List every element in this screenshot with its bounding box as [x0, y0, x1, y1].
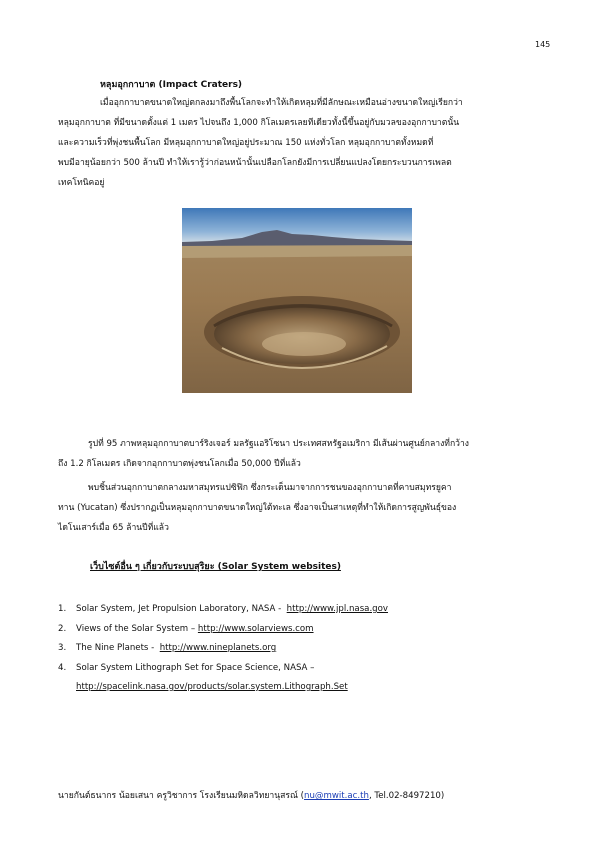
- section-heading: หลุมอุกกาบาต (Impact Craters): [100, 80, 243, 90]
- crater-paragraph: [58, 93, 558, 193]
- spacelink-link[interactable]: http://spacelink.nasa.gov/products/solar.system.Lithograph.Set: [76, 682, 348, 692]
- solarviews-link[interactable]: http://www.solarviews.com: [197, 623, 314, 634]
- item-text: Solar System, Jet Propulsion Laboratory, NASA -: [76, 604, 282, 614]
- figure-caption: [58, 434, 558, 474]
- item-number: 4.: [58, 662, 67, 673]
- item-number: 3.: [58, 643, 67, 653]
- item-text: Views of the Solar System –: [76, 623, 196, 634]
- footer-tel: , Tel.02-8497210): [368, 791, 445, 801]
- website-list: [58, 600, 578, 698]
- paragraph-line: พบมีอายุน้อยกว่า 500 ล้านปี ทำให้เรารู้ว่าก่อนหน้านั้นเปลือกโลกยังมีการเปลี่ยนแปลงโดยกระบวนการเพลต: [58, 158, 452, 168]
- meteor-crater-photo: [182, 208, 412, 393]
- page-footer: [58, 788, 444, 802]
- list-item: [58, 620, 578, 640]
- nineplanets-link[interactable]: http://www.nineplanets.org: [159, 643, 277, 653]
- websites-heading: เว็บไซต์อื่น ๆ เกี่ยวกับระบบสุริยะ (Solar System websites): [90, 562, 341, 572]
- paragraph-line: เมื่ออุกกาบาตขนาดใหญ่ตกลงมาถึงพื้นโลกจะทำให้เกิดหลุมที่มีลักษณะเหมือนอ่างขนาดใหญ่เรียกว่า: [100, 98, 463, 108]
- jpl-link[interactable]: http://www.jpl.nasa.gov: [286, 604, 388, 614]
- paragraph-line: เทคโทนิคอยู่: [58, 178, 105, 188]
- item-text: Solar System Lithograph Set for Space Science, NASA –: [76, 662, 315, 673]
- list-item: [58, 659, 578, 698]
- page-number: 145: [535, 40, 551, 49]
- list-item: [58, 600, 578, 620]
- item-text: The Nine Planets -: [76, 643, 155, 653]
- footer-author: นายกันต์ธนากร น้อยเสนา ครูวิชาการ โรงเรียนมหิดลวิทยานุสรณ์ (: [58, 791, 305, 801]
- paragraph-line: หลุมอุกกาบาต ที่มีขนาดตั้งแต่ 1 เมตร ไปจนถึง 1,000 กิโลเมตรเลยทีเดียวทั้งนี้ขึ้นอยู่กับมวลของอุกกาบาตนั้น: [58, 118, 460, 128]
- list-item: [58, 639, 578, 659]
- caption-line: รูปที่ 95 ภาพหลุมอุกกาบาตบาร์ริงเจอร์ มลรัฐแอริโซนา ประเทศสหรัฐอเมริกา มีเส้นผ่านศูนย์กลางที่กว้าง: [88, 439, 469, 449]
- pacific-paragraph: [58, 478, 558, 538]
- caption-line: ถึง 1.2 กิโลเมตร เกิดจากอุกกาบาตพุ่งชนโลกเมื่อ 50,000 ปีที่แล้ว: [58, 459, 301, 469]
- paragraph-line: พบชิ้นส่วนอุกกาบาตกลางมหาสมุทรแปซิฟิก ซึ่งกระเด็นมาจากการชนของอุกกาบาตที่คาบสมุทรยูคา: [88, 483, 452, 493]
- paragraph-line: และความเร็วที่พุ่งชนพื้นโลก มีหลุมอุกกาบาตใหญ่อยู่ประมาณ 150 แห่งทั่วโลก หลุมอุกกาบาตทั้งหมดที่: [58, 138, 434, 148]
- footer-email-link[interactable]: nu@mwit.ac.th: [304, 791, 369, 801]
- paragraph-line: ไดโนเสาร์เมื่อ 65 ล้านปีที่แล้ว: [58, 523, 169, 533]
- paragraph-line: ทาน (Yucatan) ซึ่งปรากฏเป็นหลุมอุกกาบาตขนาดใหญ่ใต้ทะเล ซึ่งอาจเป็นสาเหตุที่ทำให้เกิดการสูญพันธุ์ของ: [58, 503, 457, 513]
- item-number: 1.: [58, 604, 67, 614]
- item-number: 2.: [58, 623, 67, 634]
